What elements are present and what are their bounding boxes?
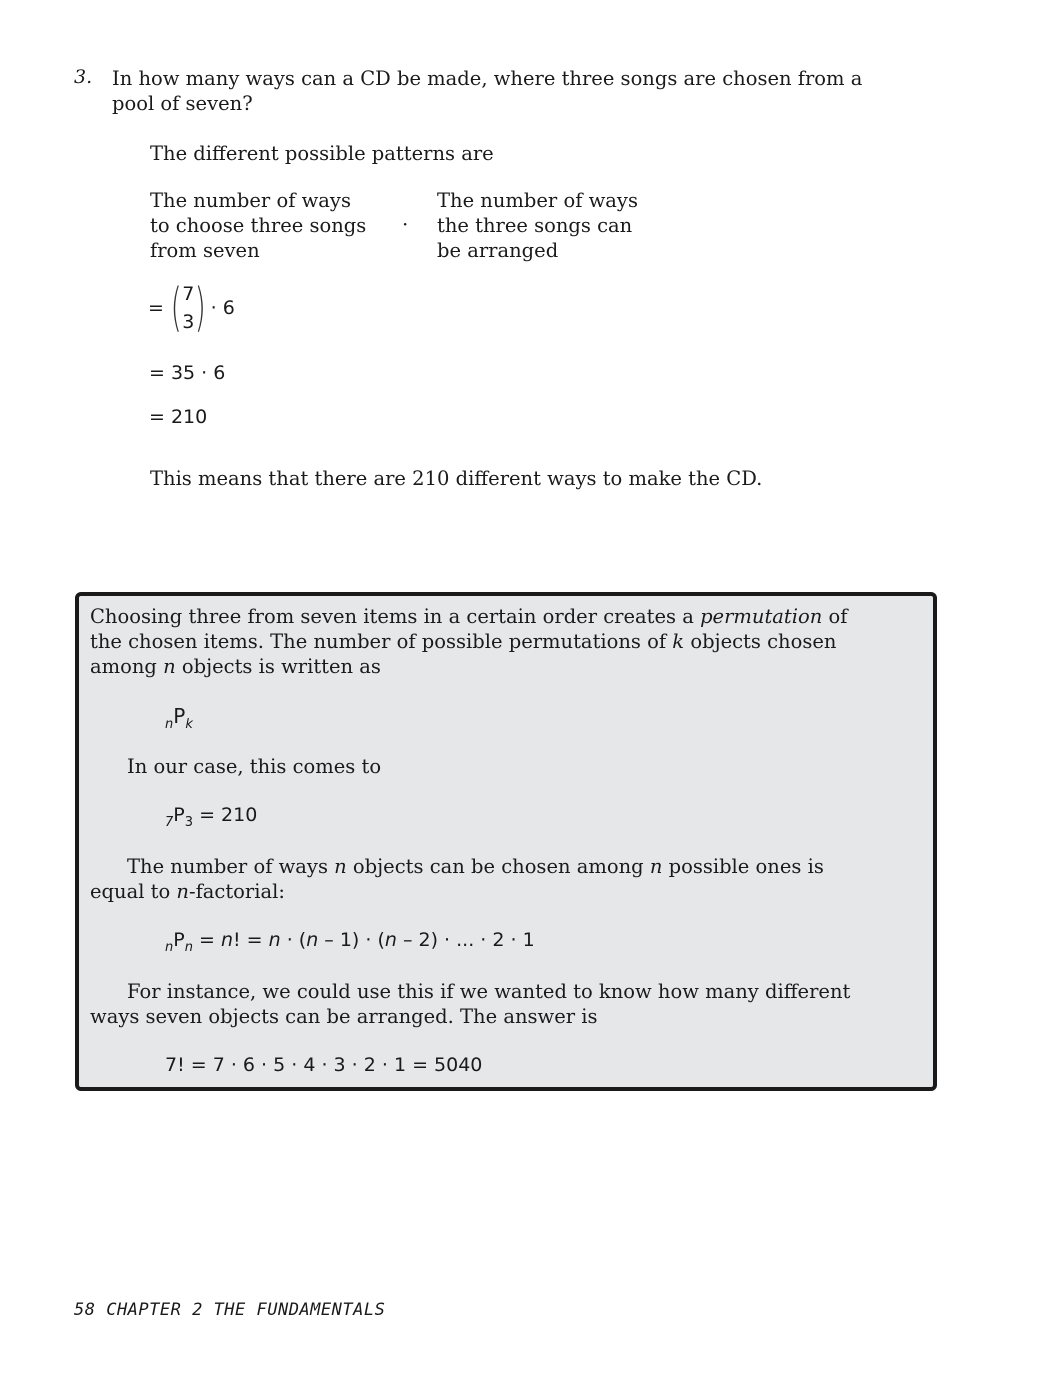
permutation-term: permutation — [700, 605, 823, 628]
pattern-right-column — [437, 188, 638, 263]
question-number: 3. — [74, 66, 93, 88]
calc-step-3: = 210 — [149, 406, 208, 428]
binomial-bottom: 3 — [182, 311, 195, 333]
sidebar-paragraph-4: For instance, we could use this if we wanted to know how many different ways seven objects can be arranged. The answer is — [90, 980, 851, 1028]
left-paren: ( — [170, 278, 182, 338]
equals-sign: = — [148, 297, 164, 319]
formula-factorial: $_nP_n = n$! = n · (n – 1) · (n – 2) · ... · 2 · 1 — [165, 929, 535, 955]
sidebar-paragraph-2: In our case, this comes to — [127, 755, 382, 778]
question-line-2: pool of seven? — [112, 92, 253, 115]
question-line-1: In how many ways can a CD be made, where three songs are chosen from a — [112, 67, 863, 90]
pattern-left-line: from seven — [150, 239, 260, 262]
right-paren: ) — [194, 278, 207, 338]
conclusion: This means that there are 210 different ways to make the CD. — [150, 467, 763, 490]
formula-nPk: $_nP_k$ — [165, 704, 193, 732]
sidebar-box — [75, 592, 937, 1091]
formula-7P3: $_7P_3 = 210$ — [165, 804, 258, 830]
sidebar-paragraph-3: The number of ways n objects can be chosen among n possible ones is equal to n-factorial: — [90, 855, 824, 903]
times-six: · 6 — [210, 297, 235, 319]
question-text — [112, 66, 862, 116]
pattern-left-line: to choose three songs — [150, 214, 367, 237]
pattern-right-line: The number of ways — [437, 189, 638, 212]
calc-step-2: = 35 · 6 — [149, 362, 226, 384]
pattern-right-line: the three songs can — [437, 214, 633, 237]
formula-7-factorial: 7! = 7 · 6 · 5 · 4 · 3 · 2 · 1 = 5040 — [165, 1054, 483, 1076]
binomial-expression — [148, 280, 235, 336]
pattern-left-line: The number of ways — [150, 189, 351, 212]
page-footer: 58 CHAPTER 2 THE FUNDAMENTALS — [74, 1300, 386, 1320]
multiplication-dot: · — [402, 212, 409, 236]
pattern-left-column — [150, 188, 366, 263]
binomial-stack — [182, 280, 194, 336]
binomial-top: 7 — [182, 283, 195, 305]
pattern-right-line: be arranged — [437, 239, 559, 262]
sidebar-paragraph-1: Choosing three from seven items in a certain order creates a permutation of the chosen items. The number of possible permutations of k objects chosen among n objects is written as — [90, 605, 848, 678]
patterns-intro: The different possible patterns are — [150, 142, 494, 165]
